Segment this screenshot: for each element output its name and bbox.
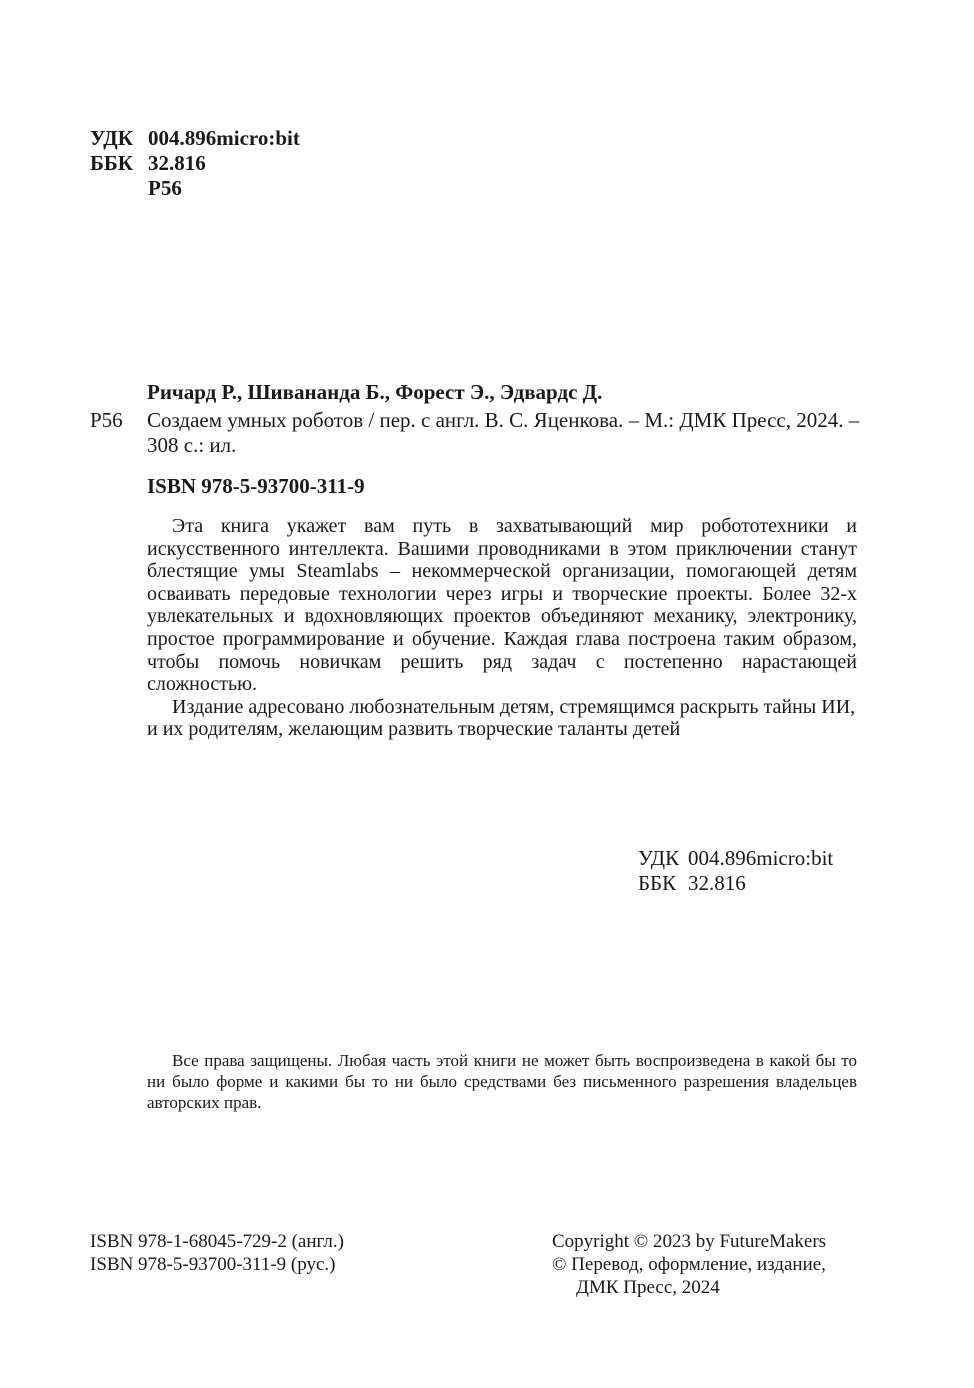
udk-value: 004.896micro:bit: [688, 846, 834, 870]
copyright-translation: © Перевод, оформление, издание,: [552, 1254, 826, 1275]
cutter-code: Р56: [148, 176, 182, 200]
bbk-label: ББК: [638, 871, 677, 895]
isbn-english: ISBN 978-1-68045-729-2 (англ.): [90, 1231, 344, 1252]
udk-row: [638, 846, 833, 871]
isbn-list: [90, 1230, 344, 1276]
annotation-paragraph: Издание адресовано любознательным детям, стремящимся раскрыть тайны ИИ, и их родителям, желающим развить творческие таланты детей: [147, 695, 856, 741]
bbk-row: [638, 871, 833, 896]
cutter-row: [90, 176, 300, 201]
bbk-value: 32.816: [688, 871, 746, 895]
udk-label: УДК: [638, 846, 680, 870]
udk-value: 004.896micro:bit: [148, 126, 300, 150]
udk-label: УДК: [90, 126, 133, 150]
bbk-label: ББК: [90, 151, 133, 175]
copyright-block: [552, 1230, 826, 1299]
bbk-value: 32.816: [148, 151, 206, 175]
classification-codes-top: [90, 126, 300, 201]
isbn-main: ISBN 978-5-93700-311-9: [147, 474, 365, 498]
udk-row: [90, 126, 300, 151]
classification-codes-bottom: [638, 846, 833, 896]
bbk-row: [90, 151, 300, 176]
bibliographic-description: Создаем умных роботов / пер. с англ. В. С. Яценкова. – М.: ДМК Пресс, 2024. – 308 с.: ил.: [147, 408, 860, 457]
record-cutter-code: Р56: [90, 408, 123, 432]
isbn-russian: ISBN 978-5-93700-311-9 (рус.): [90, 1254, 336, 1275]
copyright-original: Copyright © 2023 by FutureMakers: [552, 1231, 827, 1252]
copyright-publisher: ДМК Пресс, 2024: [576, 1277, 720, 1298]
authors-line: Ричард Р., Шивананда Б., Форест Э., Эдвардс Д.: [147, 380, 603, 404]
annotation: [147, 515, 857, 741]
rights-notice: Все права защищены. Любая часть этой книги не может быть воспроизведена в какой бы то ни было форме и какими бы то ни было средствами без письменного разрешения владельцев авторских прав.: [147, 1051, 857, 1112]
annotation-paragraph: Эта книга укажет вам путь в захватывающий мир робототехники и искусственного интеллекта. Вашими проводниками в этом приключении станут блестящие умы Steamlabs – некоммерческой организации, помогающей детям осваивать передовые технологии через игры и творческие проекты. Более 32-х увлекательных и вдохновляющих проектов объединяют механику, электронику, простое программирование и обучение. Каждая глава построена таким образом, чтобы помочь новичкам решить ряд задач с постепенно нарастающей сложностью.: [147, 515, 857, 696]
